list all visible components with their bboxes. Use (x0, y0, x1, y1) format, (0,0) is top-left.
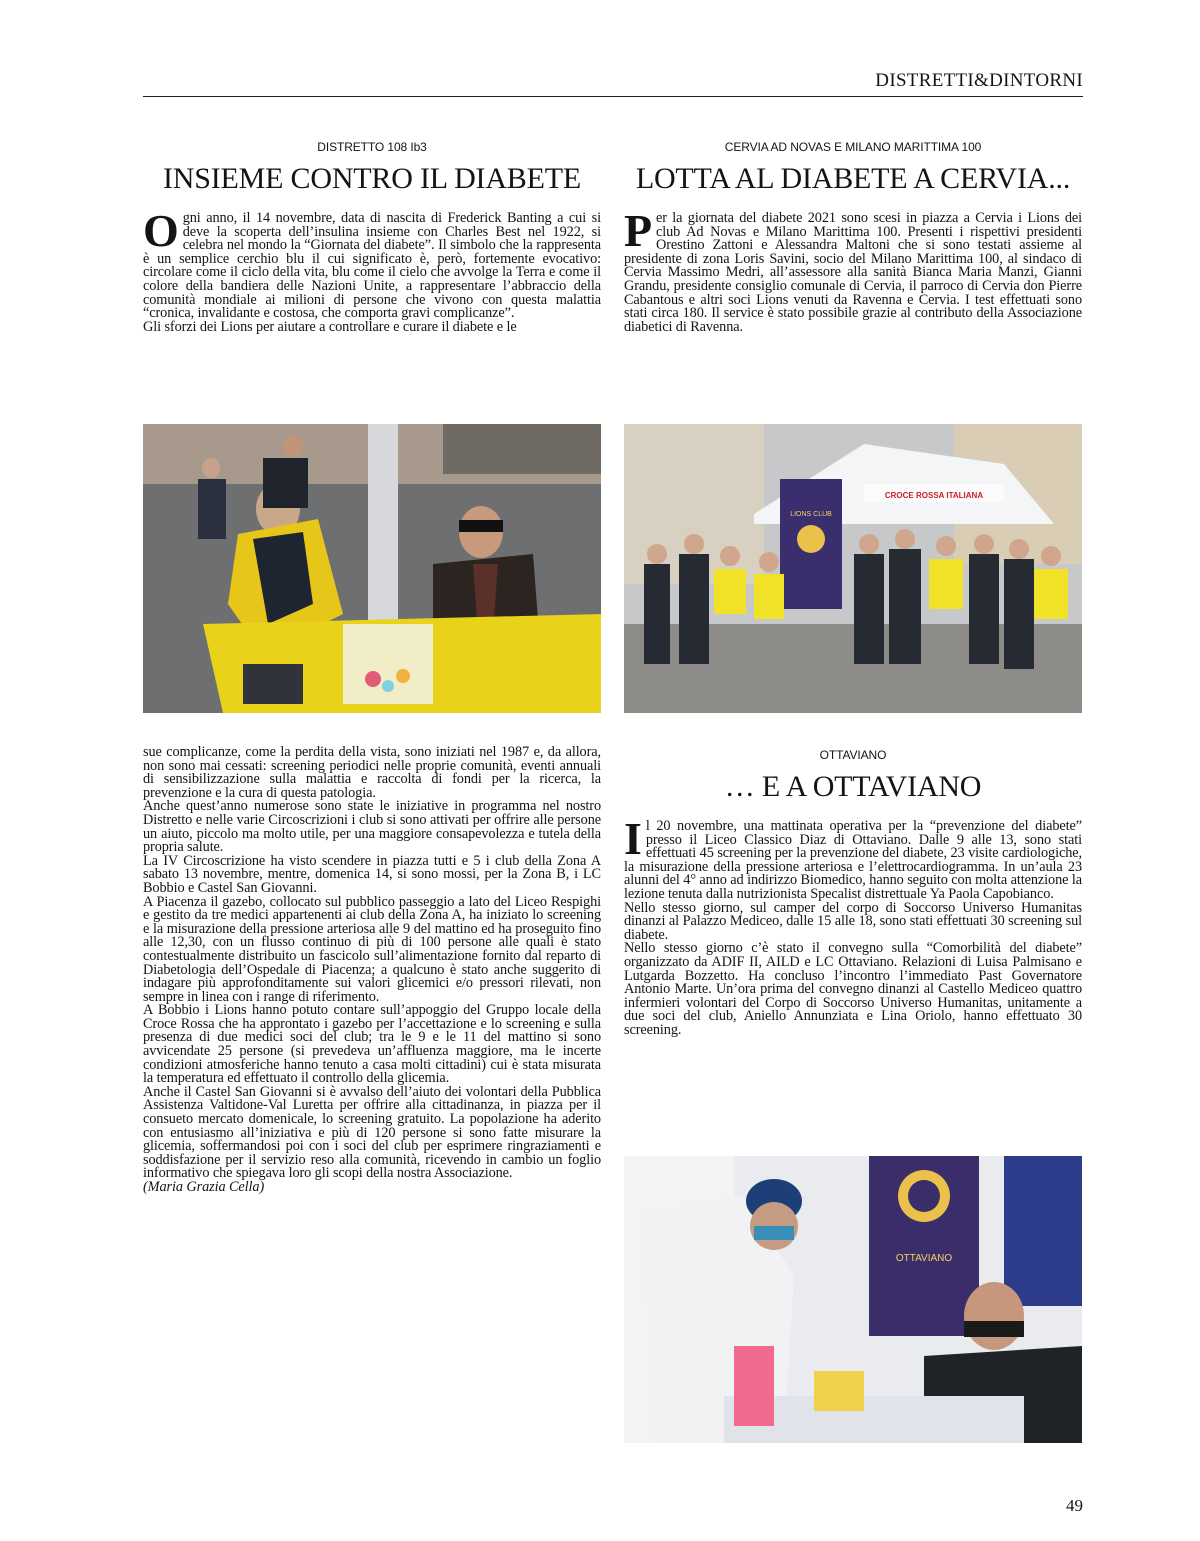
article2-body (624, 205, 1082, 335)
article1-p3: Anche quest’anno numerose sono state le iniziative in programma nel nostro Distretto e nelle varie Circoscrizioni i club si sono attivati per offrire alle persone un aiuto, piccolo ma molto utile, per una maggiore consapevolezza e tutela della propria salute. (143, 798, 601, 856)
article2-kicker: CERVIA AD NOVAS E MILANO MARITTIMA 100 (724, 140, 982, 154)
ottaviano-banner-text: OTTAVIANO (895, 1253, 953, 1264)
article3-kicker: OTTAVIANO (819, 748, 887, 762)
photo-cervia-group (624, 424, 1082, 713)
article1-p5: A Piacenza il gazebo, collocato sul pubblico passeggio a lato del Liceo Respighi e gestito da tre medici appartenenti ai club della Zona A, ha iniziato lo screening e la misurazione della pressione arteriosa alle 9 del mattino ed ha proseguito fino alle 12,30, con un flusso continuo di più di 100 persone alle quali è stato contestualmente distribuito un fascicolo sull’alimentazione fornito dal reparto di Diabetologia dell’Ospedale di Piacenza; a qualcuno è stato anche suggerito di indagare più approfonditamente sui valori glicemici e/o pressori rilevati, non sempre in linea con i range di riferimento. (143, 893, 601, 1005)
article3-p2: Nello stesso giorno, sul camper del corpo di Soccorso Universo Humanitas dinanzi al Palazzo Mediceo, dalle 15 alle 18, sono stati effettuati 30 screening sul diabete. (624, 899, 1082, 943)
article1-p7: Anche il Castel San Giovanni si è avvalso dell’aiuto dei volontari della Pubblica Assistenza Valtidone-Val Luretta per offrire alla cittadinanza, in piazza per il consueto mercato domenicale, lo screening gratuito. La popolazione ha aderito con entusiasmo all’iniziativa e più di 120 persone si sono fatte misurare la glicemia, soffermandosi poi con i soci del club per esprimere ringraziamenti e soddisfazione per il servizio reso alla comunità, ricevendo in cambio un foglio informativo che spiegava loro gli scopi della nostra Associazione. (143, 1083, 601, 1182)
article2-dropcap: P (624, 205, 652, 256)
article1-signature: (Maria Grazia Cella) (143, 1179, 265, 1195)
article1-body (143, 746, 601, 1195)
article1-p2-cont: sue complicanze, come la perdita della vista, sono iniziati nel 1987 e, da allora, non sono mai cessati: screening periodici nelle proprie comunità, eventi annuali di sensibilizzazione sulla malattia e raccolta di fondi per la ricerca, la prevenzione e la cura di questa patologia. (143, 744, 601, 801)
lions-banner-text: LIONS CLUB (790, 511, 832, 518)
tent-banner-text: CROCE ROSSA ITALIANA (884, 491, 984, 500)
article1-dropcap: O (143, 205, 179, 256)
header-rule (143, 96, 1083, 97)
article3-dropcap: I (624, 813, 642, 864)
article2-title: LOTTA AL DIABETE A CERVIA... (635, 162, 1071, 195)
article1-p6: A Bobbio i Lions hanno potuto contare sull’appoggio del Gruppo locale della Croce Rossa che ha approntato i gazebo per l’accettazione e lo screening e sulla presenza di due medici soci del club; tra le 9 e le 11 del mattino si sono avvicendate 25 persone (si prevedeva un’affluenza maggiore, ma le incerte condizioni atmosferiche hanno tenuto a casa molti cittadini) cui è stata misurata la temperatura ed effettuato il controllo della glicemia. (143, 1002, 601, 1087)
photo-ottaviano-screening (624, 1156, 1082, 1443)
article3-body (624, 813, 1082, 1038)
article1-intro-text: gni anno, il 14 novembre, data di nascita di Frederick Banting a cui si deve la scoperta dell’insulina insieme con Charles Best nel 1922, si celebra nel mondo la “Giornata del diabete”. Il simbolo che la rappresenta è un semplice cerchio blu il cui significato è, però, fortemente evocativo: circolare come il ciclo della vita, blu come il cielo che avvolge la Terra e come il colore della bandiera delle Nazioni Unite, a rappresentare l’abbraccio della comunità mondiale ai milioni di persone che vivono con questa malattia “cronica, invalidante e costosa, che comporta gravi complicanze”. (143, 210, 601, 322)
article3-p1: l 20 novembre, una mattinata operativa per la “prevenzione del diabete” presso il Liceo Classico Diaz di Ottaviano. Dalle 9 alle 13, sono stati effettuati 45 screening per la prevenzione del diabete, 23 visite cardiologiche, la misurazione della pressione arteriosa e l’elettrocardiogramma. In un’aula 23 alunni del 4° anno ad indirizzo Biomedico, hanno seguito con molta attenzione la lezione tenuta dalla nutrizionista Specalist distrettuale Ya Paola Capobianco. (624, 818, 1082, 902)
photo-piacenza-screening (143, 424, 601, 713)
article1-title: INSIEME CONTRO IL DIABETE (162, 162, 581, 195)
article1-p2-start: Gli sforzi dei Lions per aiutare a controllare e curare il diabete e le (143, 318, 517, 335)
article1-p4: La IV Circoscrizione ha visto scendere in piazza tutti e 5 i club della Zona A sabato 13 novembre, mentre, domenica 14, si sono mossi, per la Zona B, i LC Bobbio e Castel San Giovanni. (143, 852, 601, 896)
article1-kicker: DISTRETTO 108 Ib3 (317, 140, 427, 154)
page-number: 49 (1066, 1496, 1083, 1515)
article3-p3: Nello stesso giorno c’è stato il convegno sulla “Comorbilità del diabete” organizzato da ADIF II, AILD e LC Ottaviano. Relazioni di Luisa Palmisano e Lutgarda Bozzetto. Ha concluso l’incontro l’immediato Past Governatore Antonio Marte. Un’ora prima del convegno dinanzi al Castello Mediceo quattro infermieri volontari del Corpo di Soccorso Universo Humanitas, unitamente a due soci del club, Aniello Annunziata e Lina Oriolo, hanno effettuato 30 screening. (624, 940, 1082, 1038)
section-title: DISTRETTI&DINTORNI (875, 70, 1083, 91)
article1-intro (143, 205, 601, 335)
article3-title: … E A OTTAVIANO (724, 770, 982, 803)
article2-text: er la giornata del diabete 2021 sono scesi in piazza a Cervia i Lions dei club Ad Novas e Milano Marittima 100. Presenti i rispettivi presidenti Orestino Zattoni e Alessandra Maltoni che si sono testati assieme al presidente di zona Loris Savini, socio del Milano Marittima 100, al sindaco di Cervia Massimo Medri, all’assessore alla sanità Bianca Maria Manzi, Gianni Grandu, presidente consiglio comunale di Cervia, il parroco di Cervia don Pierre Cabantous e altri soci Lions venuti da Ravenna e Cervia. I test effettuati sono stati circa 180. Il service è stato possibile grazie al contributo della Associazione diabetici di Ravenna. (624, 210, 1082, 335)
